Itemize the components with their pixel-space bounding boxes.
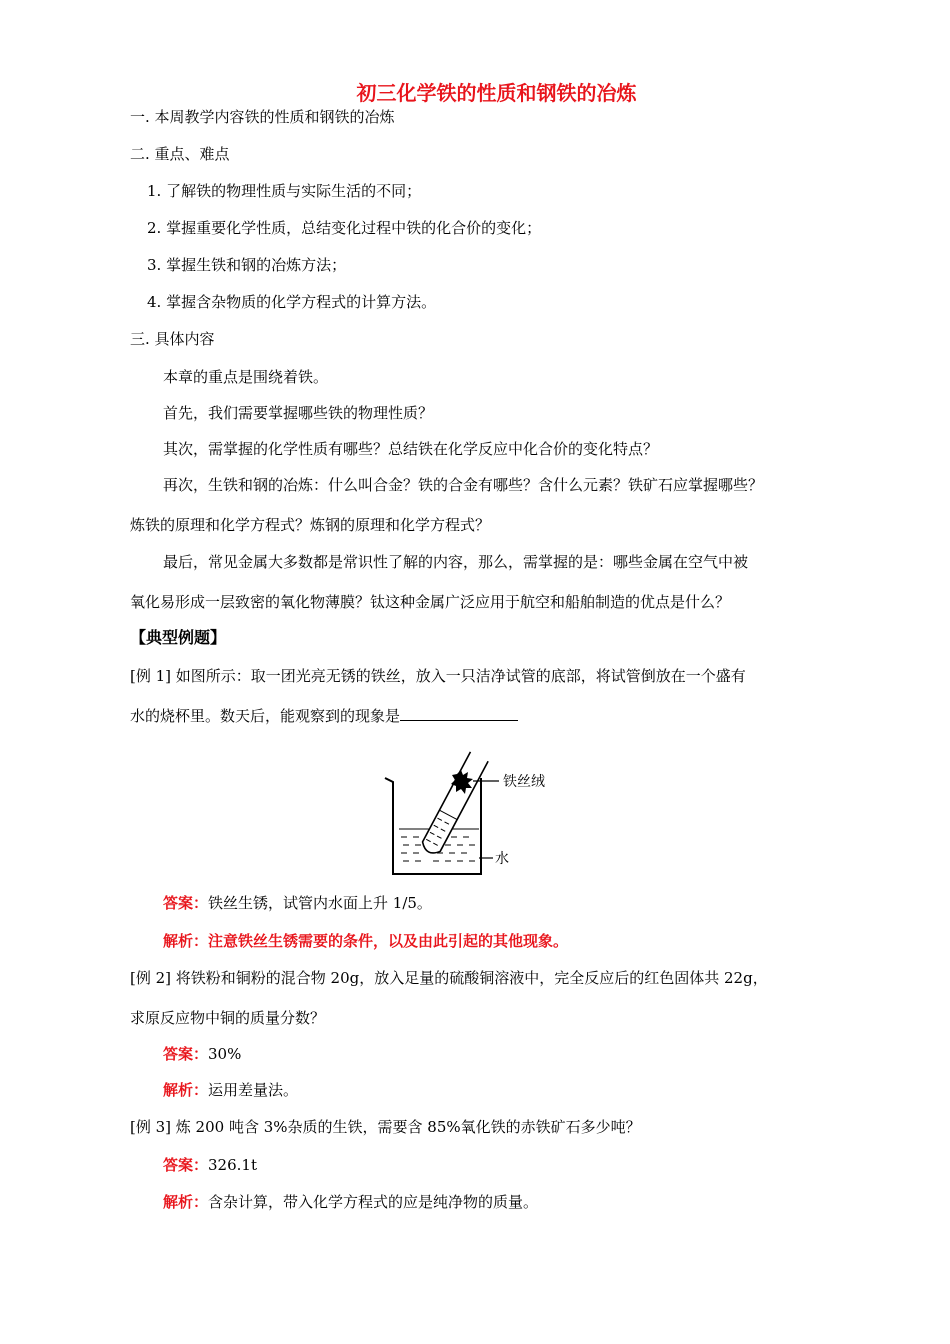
analysis-text: 运用差量法。 [208, 1081, 299, 1099]
paragraph-4-line-2: 炼铁的原理和化学方程式？炼钢的原理和化学方程式？ [130, 516, 491, 534]
example-2-question-line-2: 求原反应物中铜的质量分数？ [130, 1009, 326, 1027]
paragraph-4-line-1: 再次，生铁和钢的冶炼：什么叫合金？铁的合金有哪些？含什么元素？铁矿石应掌握哪些？ [163, 476, 764, 494]
paragraph-3: 其次，需掌握的化学性质有哪些？总结铁在化学反应中化合价的变化特点？ [163, 440, 659, 458]
answer-blank [400, 706, 518, 721]
analysis-text: 含杂计算，带入化学方程式的应是纯净物的质量。 [208, 1193, 539, 1211]
analysis-label: 解析： [163, 1081, 209, 1099]
example-1-analysis [163, 931, 568, 951]
example-2-answer [163, 1044, 241, 1064]
analysis-text: 注意铁丝生锈需要的条件，以及由此引起的其他现象。 [208, 932, 569, 950]
example-2-analysis [163, 1080, 298, 1100]
example-3-question: [例 3] 炼 200 吨含 3%杂质的生铁，需要含 85%氧化铁的赤铁矿石多少吨？ [130, 1118, 641, 1136]
example-2-question-line-1: [例 2] 将铁粉和铜粉的混合物 20g，放入足量的硫酸铜溶液中，完全反应后的红色固体共 22g， [130, 969, 768, 987]
example-3-analysis [163, 1192, 538, 1212]
paragraph-2: 首先，我们需要掌握哪些铁的物理性质？ [163, 404, 434, 422]
answer-label: 答案： [163, 894, 209, 912]
example-1-question-line-1: [例 1] 如图所示：取一团光亮无锈的铁丝，放入一只洁净试管的底部，将试管倒放在一个盛有 [130, 667, 746, 685]
paragraph-1: 本章的重点是围绕着铁。 [163, 368, 329, 386]
answer-label: 答案： [163, 1045, 209, 1063]
example-1-answer [163, 893, 432, 913]
paragraph-5-line-1: 最后，常见金属大多数都是常识性了解的内容，那么，需掌握的是：哪些金属在空气中被 [163, 553, 749, 571]
example-1-question-text: 水的烧杯里。数天后，能观察到的现象是 [130, 707, 401, 725]
answer-text: 326.1t [208, 1156, 257, 1174]
section-heading-3: 三. 具体内容 [130, 330, 215, 348]
example-3-answer [163, 1155, 257, 1175]
analysis-label: 解析： [163, 932, 209, 950]
example-1-question-line-2 [130, 706, 518, 726]
test-tube-icon [420, 752, 488, 857]
section-heading-1: 一. 本周教学内容铁的性质和钢铁的冶炼 [130, 108, 395, 126]
examples-heading: 【典型例题】 [130, 628, 227, 647]
key-point-3: 3. 掌握生铁和钢的冶炼方法； [147, 256, 347, 274]
beaker-test-tube-figure [375, 742, 560, 882]
paragraph-5-line-2: 氧化易形成一层致密的氧化物薄膜？钛这种金属广泛应用于航空和船舶制造的优点是什么？ [130, 593, 731, 611]
section-heading-2: 二. 重点、难点 [130, 145, 230, 163]
steel-wool-label: 铁丝绒 [503, 774, 545, 790]
answer-text: 30% [208, 1045, 242, 1063]
key-point-1: 1. 了解铁的物理性质与实际生活的不同； [147, 182, 422, 200]
water-label: 水 [495, 851, 509, 867]
key-point-2: 2. 掌握重要化学性质，总结变化过程中铁的化合价的变化； [147, 219, 542, 237]
page-title: 初三化学铁的性质和钢铁的冶炼 [356, 81, 637, 105]
analysis-label: 解析： [163, 1193, 209, 1211]
key-point-4: 4. 掌握含杂物质的化学方程式的计算方法。 [147, 293, 437, 311]
answer-label: 答案： [163, 1156, 209, 1174]
answer-text: 铁丝生锈，试管内水面上升 1/5。 [208, 894, 432, 912]
